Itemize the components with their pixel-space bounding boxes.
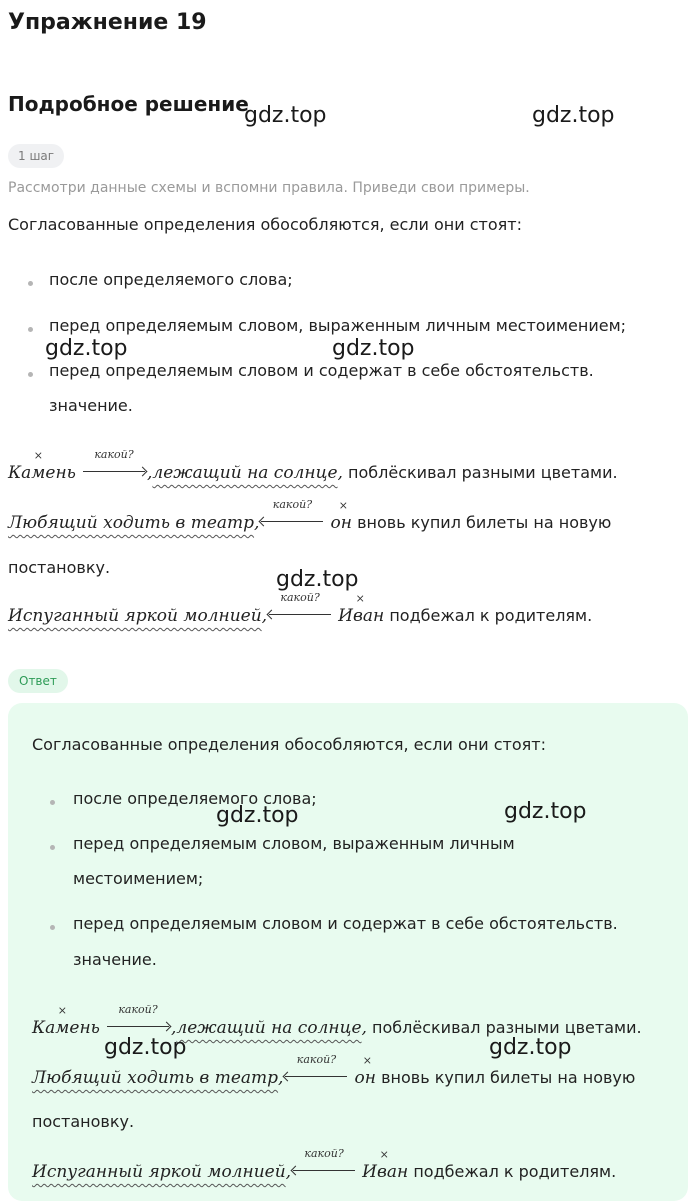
bullet-dot <box>50 925 55 930</box>
question-arrow-left <box>261 498 323 528</box>
question-arrow-left <box>285 1053 347 1083</box>
answer-item-continuation: значение. <box>73 950 157 969</box>
watermark: gdz.top <box>244 103 327 128</box>
arrow-question: какой? <box>296 1053 337 1066</box>
sentence-rest: вновь купил билеты на новую <box>381 1068 636 1087</box>
arrow-question: какой? <box>118 1003 158 1016</box>
example-sentence-3: Испуганный яркой молнией, какой? × Иван подбежал к родителям. <box>8 606 592 626</box>
definition-phrase: Любящий ходить в театр <box>32 1068 279 1088</box>
sentence-rest: поблёскивал разными цветами. <box>372 1018 642 1037</box>
answer-item: перед определяемым словом и содержат в себе обстоятельств. <box>73 914 618 933</box>
step-badge: 1 шаг <box>8 144 64 168</box>
sentence-continuation: постановку. <box>8 558 111 577</box>
answer-item: перед определяемым словом, выраженным личным <box>73 834 515 853</box>
question-arrow-right <box>107 1003 169 1033</box>
bullet-dot <box>28 372 33 377</box>
bullet-dot <box>50 845 55 850</box>
bullet-dot <box>50 800 55 805</box>
bullet-dot <box>28 327 33 332</box>
answer-item: после определяемого слова; <box>73 789 317 808</box>
answer-intro: Согласованные определения обособляются, если они стоят: <box>32 735 546 754</box>
watermark: gdz.top <box>276 567 359 592</box>
rule-intro: Согласованные определения обособляются, если они стоят: <box>8 215 522 234</box>
watermark: gdz.top <box>532 103 615 128</box>
subject-word: × Иван <box>338 606 384 626</box>
answer-example-sentence-3: Испуганный яркой молнией, какой? × Иван подбежал к родителям. <box>32 1162 616 1182</box>
sentence-continuation: постановку. <box>32 1112 135 1131</box>
rule-item: после определяемого слова; <box>49 270 293 289</box>
watermark: gdz.top <box>104 1035 187 1060</box>
bullet-dot <box>28 281 33 286</box>
definition-phrase: лежащий на солнце <box>152 463 338 483</box>
question-arrow-right <box>83 448 145 478</box>
arrow-question: какой? <box>272 498 313 511</box>
arrow-question: какой? <box>94 448 134 461</box>
sentence-rest: вновь купил билеты на новую <box>357 513 612 532</box>
section-title: Подробное решение <box>8 92 249 116</box>
answer-example-sentence-1: × Камень какой? ,лежащий на солнце, поблёскивал разными цветами. <box>32 1018 642 1038</box>
rule-item: перед определяемым словом и содержат в себе обстоятельств. <box>49 361 594 380</box>
watermark: gdz.top <box>216 803 299 828</box>
question-arrow-left <box>293 1147 355 1177</box>
answer-badge: Ответ <box>8 669 68 693</box>
rule-item: перед определяемым словом, выраженным личным местоимением; <box>49 316 627 335</box>
step-hint: Рассмотри данные схемы и вспомни правила. Приведи свои примеры. <box>8 180 530 196</box>
page-title: Упражнение 19 <box>8 10 207 35</box>
definition-phrase: Любящий ходить в театр <box>8 513 255 533</box>
subject-word: × Камень <box>32 1018 100 1038</box>
definition-phrase: Испуганный яркой молнией <box>8 606 262 626</box>
answer-example-sentence-2: Любящий ходить в театр, какой? × он вновь купил билеты на новую <box>32 1068 635 1088</box>
answer-item-continuation: местоимением; <box>73 869 204 888</box>
watermark: gdz.top <box>504 799 587 824</box>
arrow-question: какой? <box>280 591 320 604</box>
watermark: gdz.top <box>489 1035 572 1060</box>
rule-item-continuation: значение. <box>49 396 133 415</box>
example-sentence-2: Любящий ходить в театр, какой? × он вновь купил билеты на новую <box>8 513 611 533</box>
watermark: gdz.top <box>45 336 128 361</box>
sentence-rest: подбежал к родителям. <box>413 1162 617 1181</box>
subject-word: × Камень <box>8 463 76 483</box>
subject-word: × он <box>355 1068 376 1088</box>
watermark: gdz.top <box>332 336 415 361</box>
example-sentence-1: × Камень какой? ,лежащий на солнце, поблёскивал разными цветами. <box>8 463 618 483</box>
sentence-rest: поблёскивал разными цветами. <box>348 463 618 482</box>
definition-phrase: лежащий на солнце <box>176 1018 362 1038</box>
arrow-question: какой? <box>304 1147 344 1160</box>
sentence-rest: подбежал к родителям. <box>389 606 593 625</box>
subject-word: × он <box>331 513 352 533</box>
question-arrow-left <box>269 591 331 621</box>
subject-word: × Иван <box>362 1162 408 1182</box>
definition-phrase: Испуганный яркой молнией <box>32 1162 286 1182</box>
